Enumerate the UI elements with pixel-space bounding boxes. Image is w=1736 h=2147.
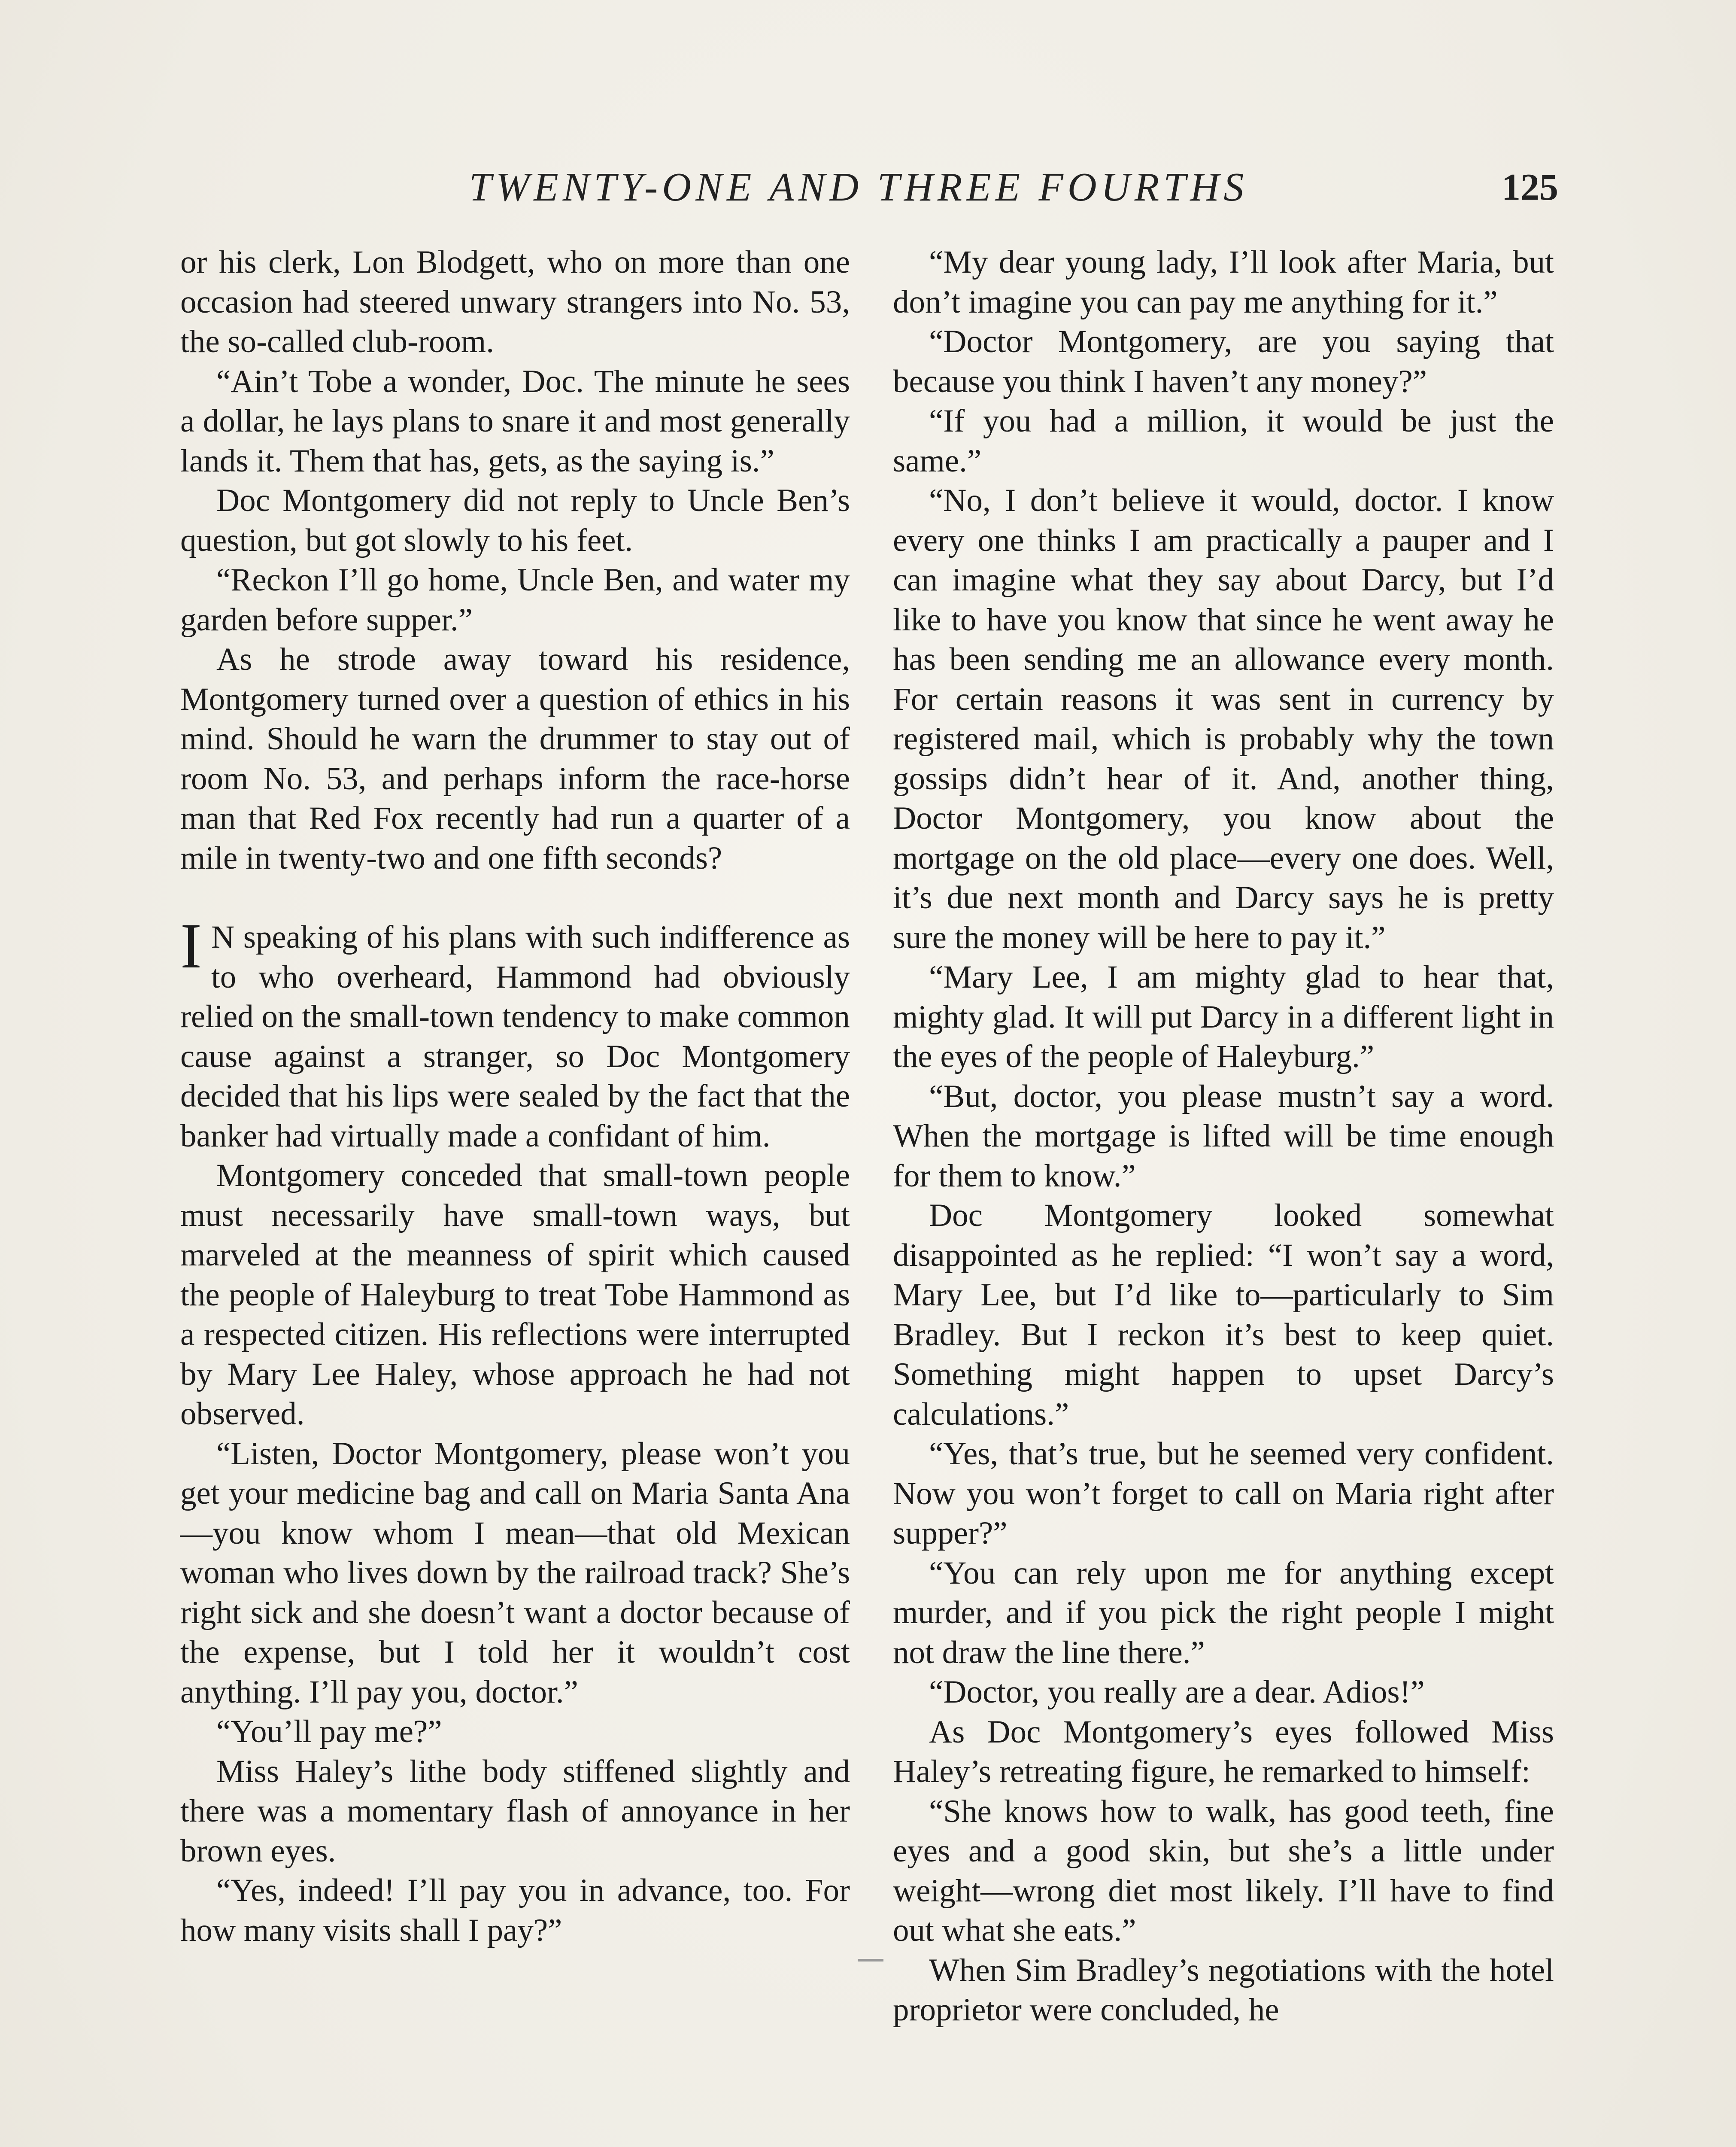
paragraph: “Ain’t Tobe a wonder, Doc. The minute he sees a dollar, he lays plans to snare it and most generally lands it. Them that has, gets, as the saying is.”	[180, 363, 850, 479]
paragraph: “No, I don’t believe it would, doctor. I know every one thinks I am practically a pauper and I can imagine what they say about Darcy, but I’d like to have you know that since he went away he has been sending me an allowance every month. For certain reasons it was sent in currency by registered mail, which is probably why the town gossips didn’t hear of it. And, another thing, Doctor Montgomery, you know about the mortgage on the old place—every one does. Well, it’s due next month and Darcy says he is pretty sure the money will be here to pay it.”	[893, 483, 1554, 955]
paragraph: “Doctor, you really are a dear. Adios!”	[929, 1674, 1425, 1710]
paragraph: When Sim Bradley’s negotiations with the hotel proprietor were concluded, he	[893, 1952, 1554, 2028]
paragraph: “Mary Lee, I am mighty glad to hear that, mighty glad. It will put Darcy in a different light in the eyes of the people of Haleyburg.”	[893, 959, 1554, 1074]
paragraph: “Reckon I’ll go home, Uncle Ben, and water my garden before supper.”	[180, 562, 850, 638]
paragraph-text: N speaking of his plans with such indifference as to who overheard, Hammond had obviously relied on the small-town tendency to make common cause against a stranger, so Doc Montgomery decided that his lips were sealed by the fact that the banker had virtually made a confidant of him.	[180, 919, 850, 1154]
paragraph: or his clerk, Lon Blodgett, who on more than one occasion had steered unwary strangers into No. 53, the so-called club-room.	[180, 244, 850, 359]
drop-cap: I	[180, 910, 202, 982]
paragraph: “Listen, Doctor Montgomery, please won’t you get your medicine bag and call on Maria Santa Ana—you know whom I mean—that old Mexican woman who lives down by the railroad track? She’s right sick and she doesn’t want a doctor because of the expense, but I told her it wouldn’t cost anything. I’ll pay you, doctor.”	[180, 1435, 850, 1710]
paragraph: Doc Montgomery looked somewhat disappointed as he replied: “I won’t say a word, Mary Lee, but I’d like to—particularly to Sim Bradley. But I reckon it’s best to keep quiet. Something might happen to upset Darcy’s calculations.”	[893, 1198, 1554, 1432]
paragraph: “You’ll pay me?”	[216, 1714, 442, 1749]
paragraph: “Yes, indeed! I’ll pay you in advance, too. For how many visits shall I pay?”	[180, 1873, 850, 1948]
left-column	[180, 243, 850, 1950]
page-number: 125	[1502, 167, 1558, 208]
paragraph: Doc Montgomery did not reply to Uncle Ben’s question, but got slowly to his feet.	[180, 483, 850, 558]
paragraph: “Doctor Montgomery, are you saying that because you think I haven’t any money?”	[893, 324, 1554, 399]
paragraph: Montgomery conceded that small-town people must necessarily have small-town ways, but marveled at the meanness of spirit which caused the people of Haleyburg to treat Tobe Hammond as a respected citizen. His reflections were interrupted by Mary Lee Haley, whose approach he had not observed.	[180, 1158, 850, 1432]
paragraph: “My dear young lady, I’ll look after Maria, but don’t imagine you can pay me anything for it.”	[893, 244, 1554, 320]
paragraph: “You can rely upon me for anything except murder, and if you pick the right people I might not draw the line there.”	[893, 1555, 1554, 1670]
right-column	[893, 243, 1554, 2030]
paragraph: “But, doctor, you please mustn’t say a word. When the mortgage is lifted will be time enough for them to know.”	[893, 1078, 1554, 1194]
paragraph: Miss Haley’s lithe body stiffened slightly and there was a momentary flash of annoyance in her brown eyes.	[180, 1753, 850, 1869]
running-title: TWENTY-ONE AND THREE FOURTHS	[469, 165, 1248, 210]
paragraph: “If you had a million, it would be just the same.”	[893, 403, 1554, 479]
paragraph: “Yes, that’s true, but he seemed very confident. Now you won’t forget to call on Maria right after supper?”	[893, 1436, 1554, 1551]
paragraph: As he strode away toward his residence, Montgomery turned over a question of ethics in his mind. Should he warn the drummer to stay out of room No. 53, and perhaps inform the race-horse man that Red Fox recently had run a quarter of a mile in twenty-two and one fifth seconds?	[180, 642, 850, 876]
paragraph: “She knows how to walk, has good teeth, fine eyes and a good skin, but she’s a little under weight—wrong diet most likely. I’ll have to find out what she eats.”	[893, 1793, 1554, 1948]
margin-dash	[858, 1959, 883, 1961]
section-opening-paragraph	[180, 910, 850, 1156]
paragraph: As Doc Montgomery’s eyes followed Miss Haley’s retreating figure, he remarked to himself:	[893, 1714, 1554, 1789]
